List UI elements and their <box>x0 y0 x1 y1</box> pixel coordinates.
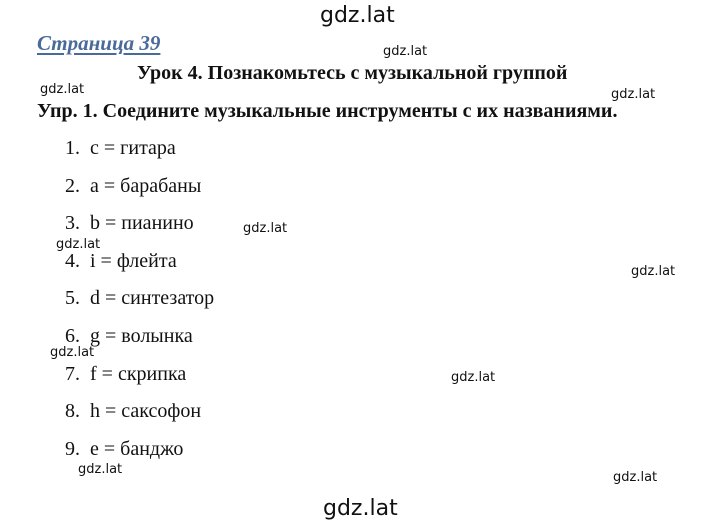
item-number: 1. <box>65 137 80 159</box>
item-text: e = банджо <box>90 437 184 460</box>
item-number: 2. <box>65 174 80 197</box>
watermark: gdz.lat <box>243 221 288 236</box>
item-number: 5. <box>65 287 80 310</box>
list-item <box>65 287 214 325</box>
item-text: i = флейта <box>90 249 177 272</box>
item-text: a = барабаны <box>90 174 202 197</box>
watermark-bottom: gdz.lat <box>323 496 398 521</box>
item-number: 9. <box>65 437 80 460</box>
item-text: h = саксофон <box>90 400 202 423</box>
item-text: d = синтезатор <box>90 287 215 310</box>
watermark: gdz.lat <box>613 470 658 485</box>
item-number: 8. <box>65 400 80 423</box>
list-item <box>65 400 214 438</box>
list-item <box>65 175 214 213</box>
item-number: 7. <box>65 362 80 385</box>
exercise-title: Упр. 1. Соедините музыкальные инструменты с их названиями. <box>37 100 618 122</box>
list-item <box>65 363 214 401</box>
watermark-top: gdz.lat <box>320 3 395 28</box>
list-item <box>65 212 214 250</box>
list-item <box>65 438 214 476</box>
item-text: f = скрипка <box>90 362 187 385</box>
lesson-title: Урок 4. Познакомьтесь с музыкальной группой <box>137 62 568 84</box>
item-text: g = волынка <box>90 324 193 347</box>
item-text: c = гитара <box>90 137 176 159</box>
watermark: gdz.lat <box>611 87 656 102</box>
answer-list <box>65 137 214 475</box>
page-link[interactable]: Страница 39 <box>37 31 161 55</box>
item-text: b = пианино <box>90 212 194 235</box>
watermark: gdz.lat <box>56 237 101 252</box>
watermark: gdz.lat <box>78 462 123 477</box>
item-number: 6. <box>65 324 80 347</box>
watermark: gdz.lat <box>40 82 85 97</box>
watermark: gdz.lat <box>451 370 496 385</box>
list-item <box>65 250 214 288</box>
item-number: 4. <box>65 249 80 272</box>
watermark: gdz.lat <box>383 44 428 59</box>
item-number: 3. <box>65 212 80 235</box>
watermark: gdz.lat <box>631 264 676 279</box>
watermark: gdz.lat <box>50 345 95 360</box>
list-item <box>65 137 214 175</box>
list-item <box>65 325 214 363</box>
